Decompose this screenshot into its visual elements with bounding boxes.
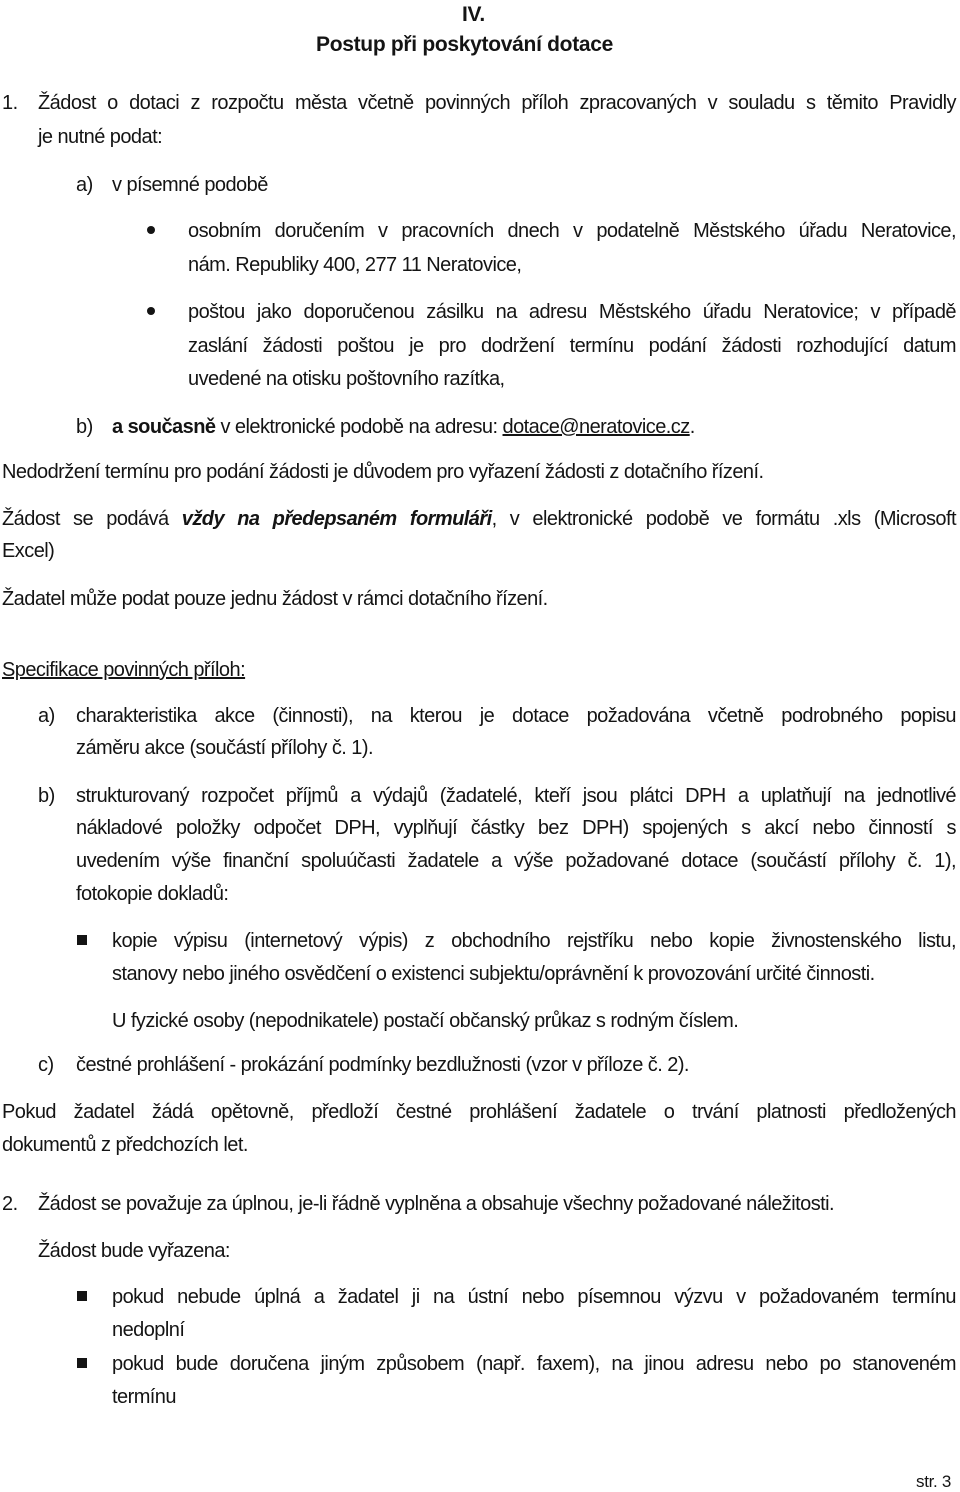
square-bullet-icon (77, 1358, 87, 1368)
spec-b-line2: nákladové položky odpočet DPH, vyplňují částky bez DPH) spojených s akcí nebo činností s (76, 817, 956, 839)
item1-b-bold: a současně (112, 416, 216, 438)
deadline-paragraph: Nedodržení termínu pro podání žádosti je důvodem pro vyřazení žádosti z dotačního řízení. (2, 461, 764, 483)
item1-a-label: a) (76, 174, 93, 196)
delivery-personal-line1: osobním doručením v pracovních dnech v podatelně Městského úřadu Neratovice, (188, 220, 956, 242)
spec-b-note: U fyzické osoby (nepodnikatele) postačí občanský průkaz s rodným číslem. (112, 1010, 739, 1032)
item1-a-text: v písemné podobě (112, 174, 268, 196)
spec-b-line4: fotokopie dokladů: (76, 883, 229, 905)
item2-text: Žádost se považuje za úplnou, je-li řádně vyplněna a obsahuje všechny požadované náležitosti. (38, 1193, 835, 1215)
item1-line2: je nutné podat: (38, 126, 163, 148)
item1-number: 1. (2, 92, 18, 114)
delivery-post-line1: poštou jako doporučenou zásilku na adresu Městského úřadu Neratovice; v případě (188, 301, 956, 323)
section-title: Postup při poskytování dotace (316, 33, 614, 56)
item1-b-rest: v elektronické podobě na adresu: (215, 416, 503, 438)
spec-b-sub-line2: stanovy nebo jiného osvědčení o existenci subjektu/oprávnění k provozování určité činnosti. (112, 963, 875, 985)
form-paragraph-line2: Excel) (2, 540, 55, 562)
bullet-icon (147, 307, 155, 315)
delivery-post-line3: uvedené na otisku poštovního razítka, (188, 368, 505, 390)
repeat-paragraph-line1: Pokud žadatel žádá opětovně, předloží čestné prohlášení žadatele o trvání platnosti předložených (2, 1101, 956, 1123)
excluded-2-line2: termínu (112, 1386, 176, 1408)
excluded-1-line2: nedoplní (112, 1319, 185, 1341)
spec-b-line3: uvedením výše finanční spoluúčasti žadatele a výše požadované dotace (součástí přílohy č. 1), (76, 850, 956, 872)
square-bullet-icon (77, 1291, 87, 1301)
excluded-1-line1: pokud nebude úplná a žadatel ji na ústní nebo písemnou výzvu v požadovaném termínu (112, 1286, 956, 1308)
email-link[interactable]: dotace@neratovice.cz (502, 416, 690, 438)
form-paragraph-line1 (2, 506, 956, 532)
spec-b-sub-line1: kopie výpisu (internetový výpis) z obchodního rejstříku nebo kopie živnostenského listu, (112, 930, 956, 952)
delivery-personal-line2: nám. Republiky 400, 277 11 Neratovice, (188, 254, 522, 276)
section-number: IV. (462, 3, 485, 26)
item1-b-end: . (689, 416, 695, 438)
spec-a-line1: charakteristika akce (činnosti), na kterou je dotace požadována včetně podrobného popisu (76, 705, 956, 727)
one-application-paragraph: Žadatel může podat pouze jednu žádost v rámci dotačního řízení. (2, 588, 548, 610)
spec-b-label: b) (38, 785, 55, 807)
excluded-2-line1: pokud bude doručena jiným způsobem (např. faxem), na jinou adresu nebo po stanoveném (112, 1353, 956, 1375)
spec-a-line2: záměru akce (součástí přílohy č. 1). (76, 737, 373, 759)
item1-b-text (112, 414, 695, 440)
item1-line1: Žádost o dotaci z rozpočtu města včetně povinných příloh zpracovaných v souladu s těmito Pravidly (38, 92, 956, 114)
item2-number: 2. (2, 1193, 18, 1215)
spec-b-line1: strukturovaný rozpočet příjmů a výdajů (žadatelé, kteří jsou plátci DPH a uplatňují na jednotlivé (76, 785, 956, 807)
form-emphasis: vždy na předepsaném formuláři (181, 508, 492, 530)
form-post: , v elektronické podobě ve formátu .xls (Microsoft (491, 508, 956, 530)
bullet-icon (147, 226, 155, 234)
item2-excluded-heading: Žádost bude vyřazena: (38, 1240, 230, 1262)
page-number: str. 3 (916, 1472, 952, 1491)
spec-title: Specifikace povinných příloh: (2, 659, 246, 681)
spec-a-label: a) (38, 705, 55, 727)
square-bullet-icon (77, 935, 87, 945)
repeat-paragraph-line2: dokumentů z předchozích let. (2, 1134, 248, 1156)
item1-b-label: b) (76, 416, 93, 438)
delivery-post-line2: zaslání žádosti poštou je pro dodržení termínu podání žádosti rozhodující datum (188, 335, 956, 357)
spec-c-label: c) (38, 1054, 54, 1076)
form-pre: Žádost se podává (2, 508, 182, 530)
spec-c-text: čestné prohlášení - prokázání podmínky bezdlužnosti (vzor v příloze č. 2). (76, 1054, 689, 1076)
